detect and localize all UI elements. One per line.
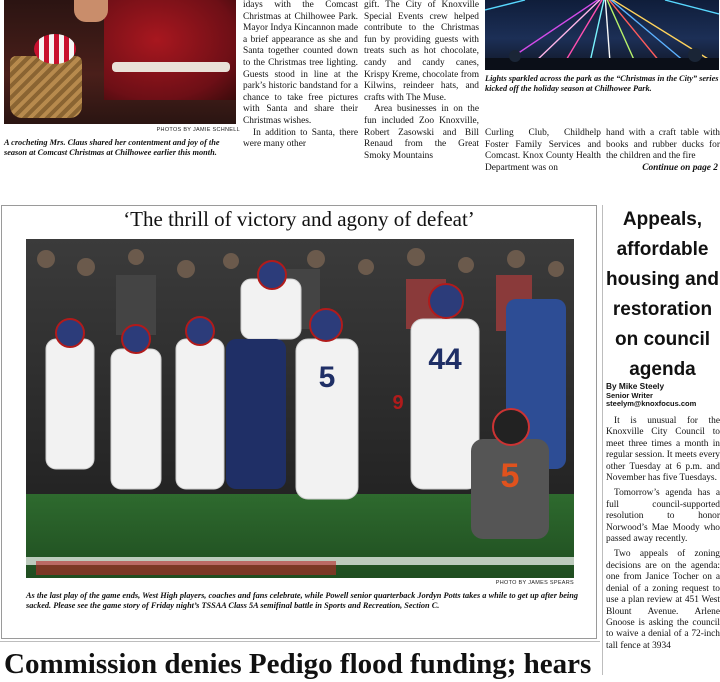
story-paragraph: gift. The City of Knoxville Special Events crew helped contribute to the Christmas fun by providing guests with treats such as hot chocolate, candy and candy canes, Krispy Kreme, chocolate from Kilwins, reindeer hats, and crafts with The Muse.	[364, 0, 479, 103]
story-column	[364, 0, 479, 162]
feature-headline: ‘The thrill of victory and agony of defeat’	[123, 207, 475, 231]
story-column	[243, 0, 358, 151]
photo-caption: A crocheting Mrs. Claus shared her contentment and joy of the season at Comcast Christmas at Chilhowee earlier this month.	[4, 138, 220, 158]
christmas-lights-photo	[485, 0, 719, 70]
yarn-basket-shape	[10, 56, 82, 118]
byline-name: By Mike Steely	[606, 381, 665, 391]
column-divider	[602, 205, 603, 675]
headline-line: restoration	[612, 299, 713, 320]
red-coat-shape	[104, 0, 236, 100]
continue-link[interactable]: Continue on page 2	[642, 163, 718, 173]
story-column: Curling Club, Childhelp Foster Family Services and Comcast. Knox County Health Department was on	[485, 128, 601, 173]
story-paragraph: In addition to Santa, there were many other	[243, 127, 358, 150]
hand-shape	[74, 0, 108, 22]
jersey-number: 44	[428, 343, 462, 376]
jersey-number: 9	[392, 392, 404, 414]
photo-caption: As the last play of the game ends, West High players, coaches and fans celebrate, while Powell senior quarterback Jordyn Potts takes a while to get up after being sacked. Please see the game story of Friday night’s TSSAA Class 5A semifinal battle in Sports and Recreation, Section C.	[26, 591, 578, 611]
commission-headline[interactable]: Commission denies Pedigo flood funding; hears	[4, 648, 592, 680]
byline-email[interactable]: steelym@knoxfocus.com	[606, 399, 697, 409]
jersey-number: 5	[500, 457, 520, 495]
headline-line: Appeals,	[622, 209, 703, 230]
section-divider	[0, 641, 600, 642]
byline-title: Senior Writer	[606, 390, 653, 400]
story-paragraph: idays with the Comcast Christmas at Chilhowee Park. Mayor Indya Kincannon made a brief appearance as she and Santa together counted down to the Christmas tree lighting. Guests stood in line at the park’s historic bandstand for a chance to take free pictures with Santa and share their Christmas wishes.	[243, 0, 358, 126]
story-paragraph: It is unusual for the Knoxville City Council to meet three times a month in regular session. It meets every other Tuesday at 6 p.m. and November has five Tuesdays.	[606, 416, 720, 484]
yarn-ball-shape	[34, 34, 76, 64]
story-paragraph: Area businesses in on the fun included Zoo Knoxville, Robert Zasowski and Bill Renaud from the Great Smoky Mountains	[364, 104, 479, 161]
light-strands-graphic	[485, 0, 719, 70]
story-paragraph: Two appeals of zoning decisions are on the agenda: one from Janice Tocher on a denial of a zoning request to use a plan review at 451 West Blount Avenue. Arlene Gnoose is asking the council to waive a denial of a 72-inch tall fence at 3934	[606, 549, 720, 651]
football-celebration-photo	[26, 239, 574, 578]
appeals-story-body	[606, 416, 720, 656]
appeals-headline[interactable]	[605, 205, 720, 385]
headline-line: on council	[615, 329, 710, 350]
mrs-claus-photo	[4, 0, 236, 124]
headline-line: agenda	[629, 359, 696, 380]
headline-line: affordable	[616, 239, 709, 260]
jersey-number: 5	[318, 361, 336, 394]
photo-credit: PHOTOS BY JAMIE SCHNELL	[156, 127, 240, 133]
headline-line: housing and	[606, 269, 719, 290]
fur-trim-shape	[112, 62, 230, 72]
story-paragraph: Tomorrow’s agenda has a full council-supported resolution to honor Norwood’s Mae Moody who passed away recently.	[606, 488, 720, 545]
story-column: hand with a craft table with books and rubber ducks for the children and the fire	[606, 128, 720, 162]
photo-caption: Lights sparkled across the park as the “Christmas in the City” series kicked off the holiday season at Chilhowee Park.	[485, 74, 719, 94]
byline	[606, 382, 720, 409]
photo-credit: PHOTO BY JAMES SPEARS	[495, 580, 574, 586]
football-scene-graphic	[26, 239, 574, 578]
